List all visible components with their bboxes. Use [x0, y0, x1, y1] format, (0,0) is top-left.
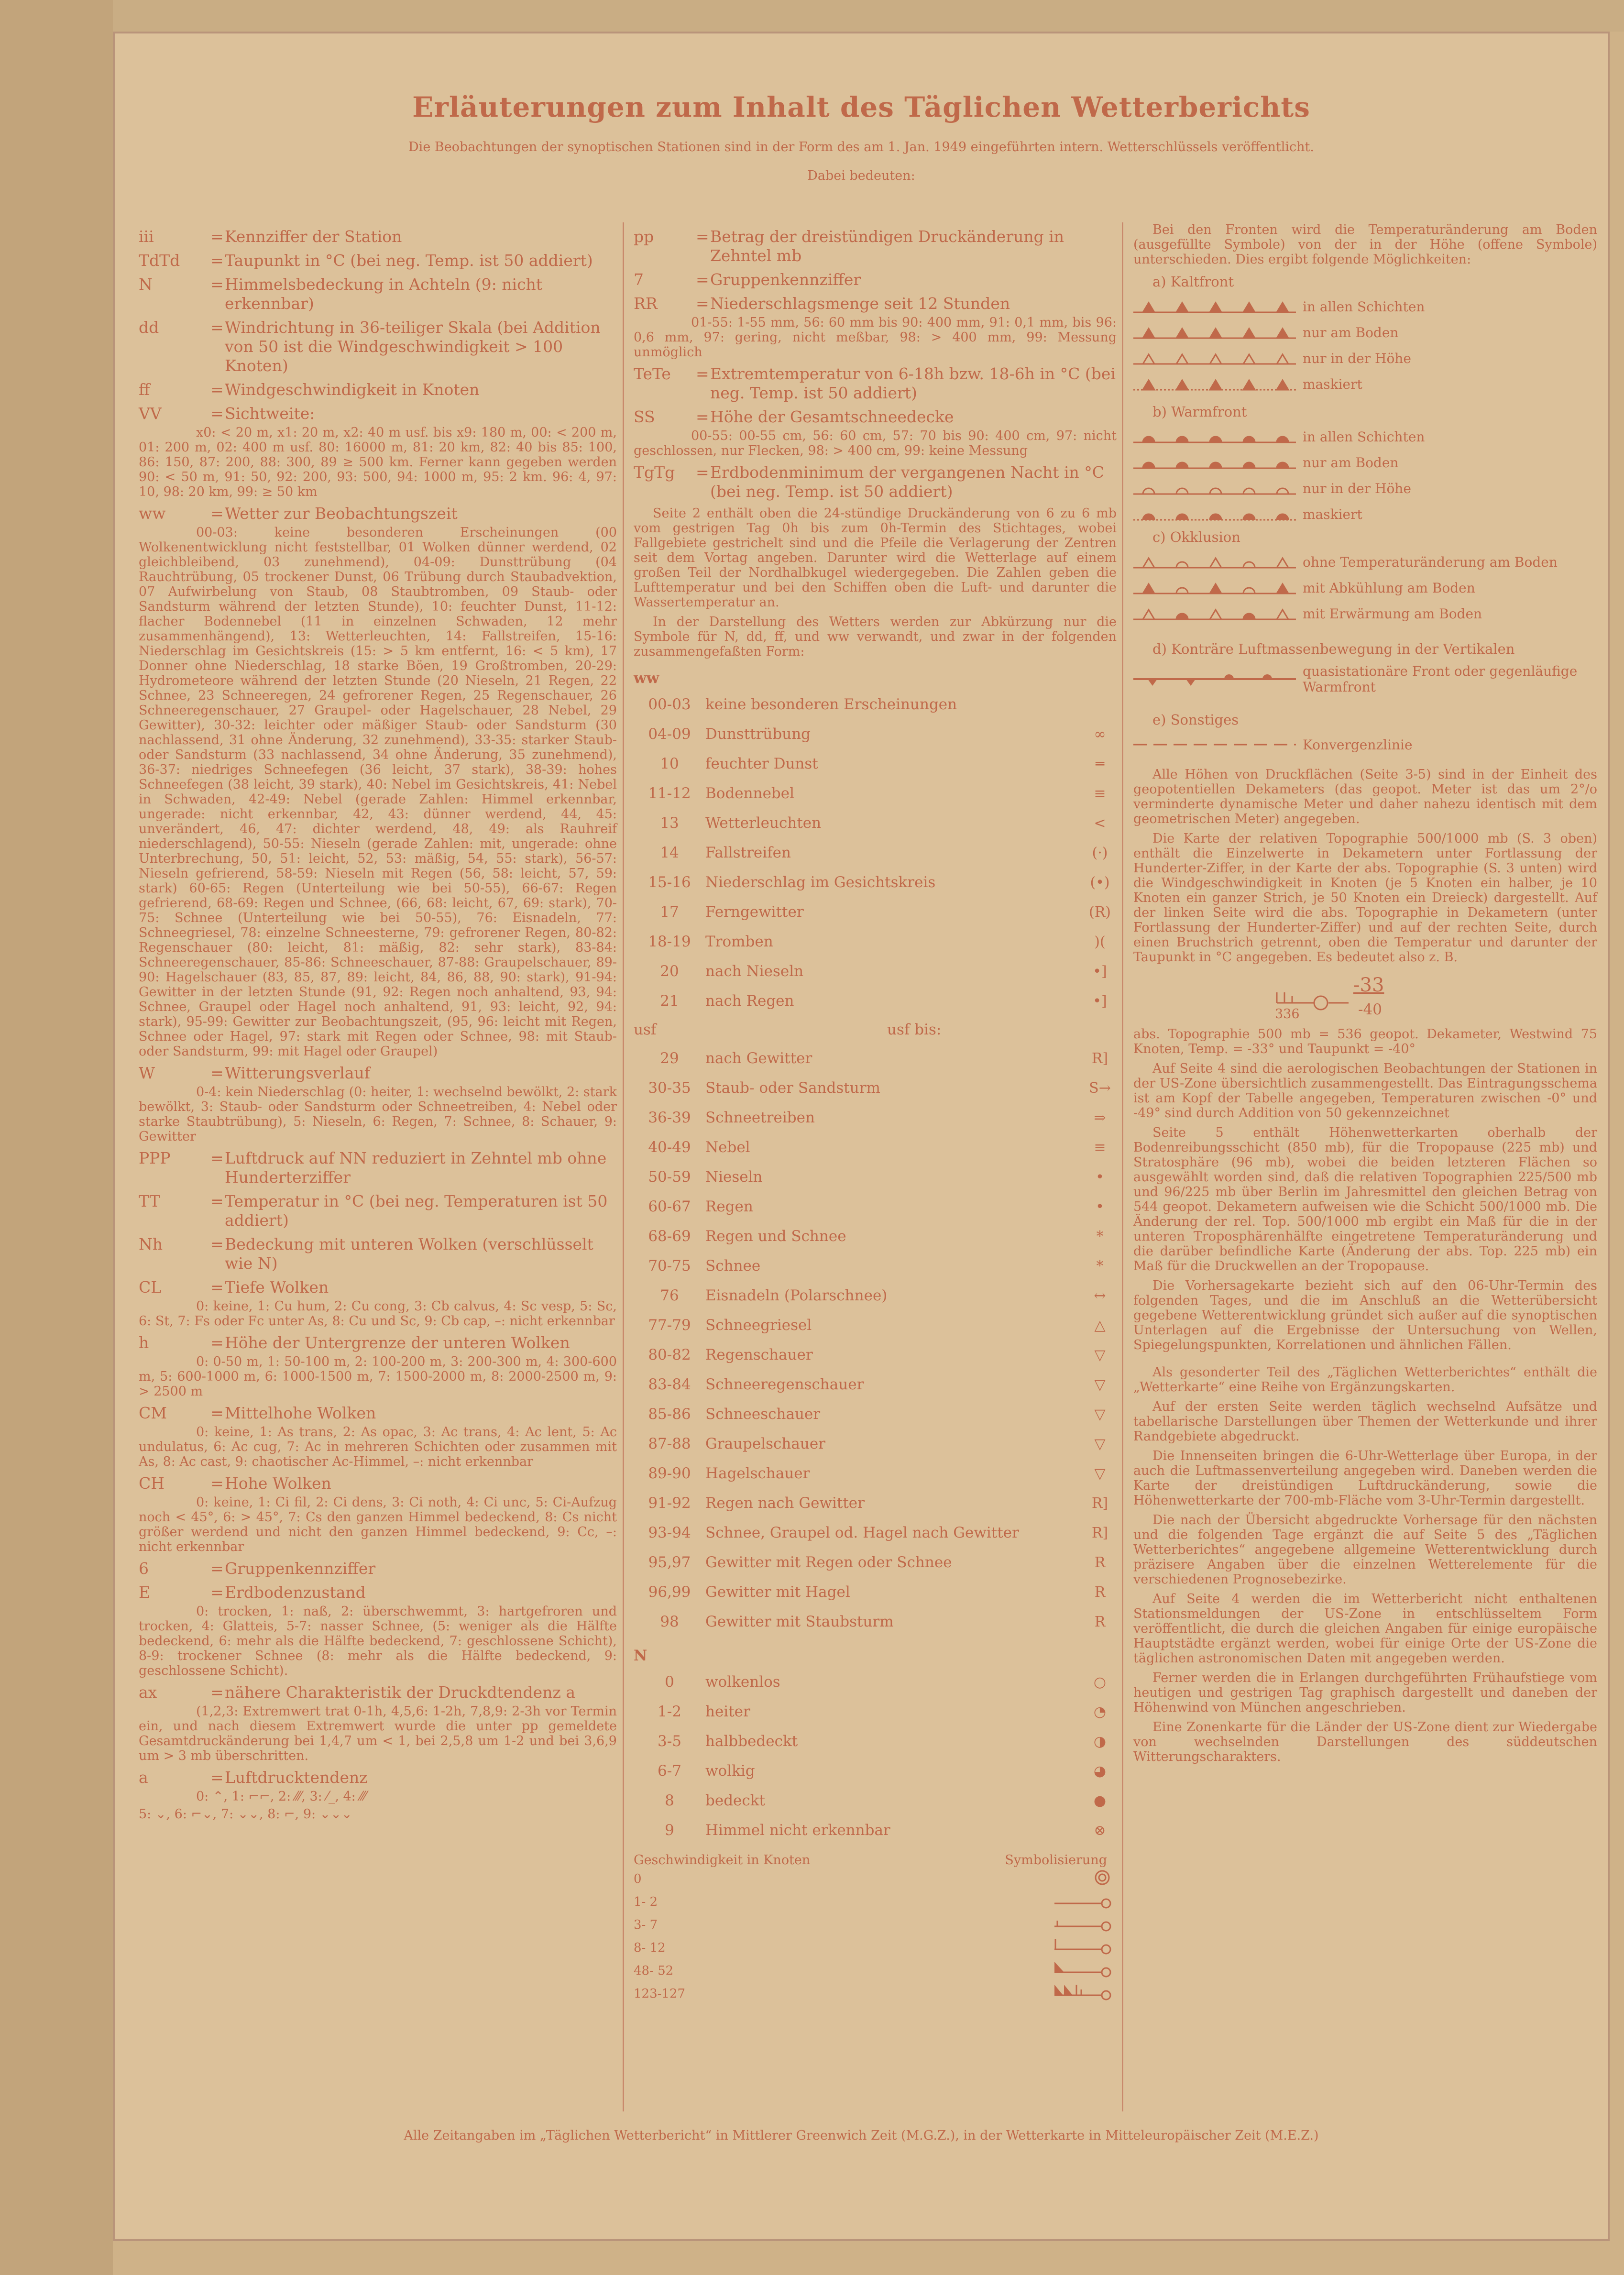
entry-a-detail-1: 0: ⌃, 1: ⌐⌐, 2: ⁄⁄⁄, 3: ⁄_, 4: ⁄⁄⁄	[196, 1789, 366, 1804]
symbol-code: 85-86	[648, 1406, 691, 1423]
symbol-row	[634, 956, 1117, 986]
symbol-row	[634, 1044, 1117, 1073]
wind-barb-icon	[1026, 1960, 1117, 1979]
symbol-row	[634, 1399, 1117, 1429]
relative-topographie-paragraph: Die Karte der relativen Topographie 500/1000 mb (S. 3 oben) enthält die Einzelwerte in Dekametern unter Fortlassung der Hunderter-Ziffer, in der Karte der abs. Topographie (S. 3 unten) wird die Windgeschwindigkeit in Knoten (je 5 Knoten ein halber, je 10 Knoten ein ganzer Strich, je 50 Knoten ein Dreieck) dargestellt. Auf der linken Seite wird die abs. Topographie in Dekametern (unter Fortlassung der Hunderter-Ziffer) und auf der rechten Seite, durch einen Bruchstrich getrennt, oben die Temperatur und darunter der Taupunkt in °C angegeben. Es bedeutet also z. B.	[1133, 831, 1597, 965]
symbol-code: 3-5	[658, 1733, 681, 1750]
front-label: nur am Boden	[1303, 324, 1399, 341]
entry-tgtg: TgTg = Erdbodenminimum der vergangenen Nacht in °C (bei neg. Temp. ist 50 addiert)	[634, 463, 1105, 501]
symbol-code: 77-79	[648, 1317, 691, 1334]
hoehen-paragraph: Alle Höhen von Druckflächen (Seite 3-5) sind in der Einheit des geopotentiellen Dekameters (das geopot. Meter ist das um 2°/o verminderte dynamische Meter und daher nahezu identisch mit dem geometrischen Meter) angegeben.	[1133, 767, 1597, 826]
symbol-row	[634, 927, 1117, 956]
wind-barb-icon	[1026, 1914, 1117, 1933]
front-label: mit Erwärmung am Boden	[1303, 605, 1482, 622]
symbol-code: 83-84	[648, 1376, 691, 1393]
symbol-row	[634, 1488, 1117, 1518]
weather-symbol-icon: ≡	[1094, 1139, 1106, 1156]
symbol-code: 11-12	[648, 785, 691, 802]
symbol-meaning: halbbedeckt	[705, 1733, 798, 1750]
weather-symbol-icon: *	[1096, 1257, 1104, 1275]
weather-symbol-icon: ∞	[1094, 725, 1106, 743]
quasistationary-front-icon	[1133, 670, 1296, 689]
symbol-meaning: Nebel	[705, 1139, 750, 1156]
weather-symbol-icon: •	[1096, 1198, 1104, 1215]
wind-speed: 1- 2	[634, 1895, 658, 1909]
warm-front-icon	[1133, 480, 1296, 497]
symbol-code: 60-67	[648, 1198, 691, 1215]
weather-symbol-icon: (•)	[1090, 874, 1110, 891]
symbol-code: 95,97	[648, 1554, 691, 1571]
symbol-row	[634, 1162, 1117, 1192]
symbol-row	[634, 1281, 1117, 1310]
entry-rr-detail: 01-55: 1-55 mm, 56: 60 mm bis 90: 400 mm, 91: 0,1 mm, bis 96: 0,6 mm, 97: gering, nicht meßbar, 98: > 400 mm, 99: Messung unmöglich	[634, 315, 1117, 360]
symbol-meaning: Gewitter mit Regen oder Schnee	[705, 1554, 952, 1571]
symbol-meaning: Schneegriesel	[705, 1317, 812, 1334]
symbol-code: 13	[660, 814, 679, 832]
entry-ss: SS = Höhe der Gesamtschneedecke	[634, 407, 954, 426]
occlusion-front-icon	[1133, 579, 1296, 596]
weather-symbol-icon: *	[1096, 1228, 1104, 1245]
entry-a-detail-2: 5: ⌄, 6: ⌐⌄, 7: ⌄⌄, 8: ⌐, 9: ⌄⌄⌄	[139, 1807, 352, 1822]
symbol-meaning: Ferngewitter	[705, 903, 804, 921]
wind-speed: 3- 7	[634, 1918, 658, 1932]
wind-row	[634, 1959, 1117, 1982]
symbol-code: 96,99	[648, 1583, 691, 1601]
symbol-meaning: Himmel nicht erkennbar	[705, 1822, 890, 1839]
weather-symbol-icon: ▽	[1094, 1435, 1106, 1452]
weather-symbol-icon: △	[1094, 1317, 1106, 1334]
symbol-code: 93-94	[648, 1524, 691, 1541]
front-label: nur am Boden	[1303, 454, 1399, 471]
stationsmeldungen-paragraph: Auf Seite 4 werden die im Wetterbericht nicht enthaltenen Stationsmeldungen der US-Zone in entschlüsseltem Form veröffentlicht, die durch die gleichen Angaben für einige europäische Hauptstädte ergänzt werden, wobei für einige Orte der US-Zone die täglichen astronomischen Daten mit angegeben werden.	[1133, 1592, 1597, 1666]
ww-symbol-table-2	[634, 1044, 1117, 1637]
front-label: ohne Temperaturänderung am Boden	[1303, 554, 1558, 570]
symbol-code: 10	[660, 755, 679, 772]
symbol-meaning: Bodennebel	[705, 785, 795, 802]
seite-5-paragraph: Seite 5 enthält Höhenwetterkarten oberhalb der Bodenreibungsschicht (850 mb), für die Tropopause (225 mb) und Stratosphäre (96 mb), wobei die beiden letzteren Flächen so ausgewählt worden sind, daß die relativen Topographien 225/500 mb und 96/225 mb über Berlin im Jahresmittel den gleichen Betrag von 544 geopot. Dekametern aufweisen wie die Schicht 500/1000 mb. Die Änderung der rel. Top. 500/1000 mb ergibt ein Maß für die in der unteren Troposphärenhälfte eingetretene Temperaturänderung und die darüber befindliche Karte (Änderung der abs. Top. 225 mb) ein Maß für die Druckwellen an der Tropopause.	[1133, 1125, 1597, 1274]
entry-tt: TT = Temperatur in °C (bei neg. Temperaturen ist 50 addiert)	[139, 1192, 608, 1230]
symbol-code: 21	[660, 992, 679, 1010]
symbol-row	[634, 1429, 1117, 1459]
front-label: nur in der Höhe	[1303, 480, 1411, 496]
convergence-line-icon	[1133, 740, 1296, 749]
wind-symbol-table	[634, 1868, 1117, 2005]
wind-row	[634, 1936, 1117, 1959]
symbol-code: 17	[660, 903, 679, 921]
symbol-meaning: Schnee	[705, 1257, 761, 1275]
symbol-meaning: Staub- oder Sandsturm	[705, 1079, 880, 1097]
front-row	[1133, 319, 1597, 345]
entry-6: 6 = Gruppenkennziffer	[139, 1559, 376, 1578]
weather-symbol-icon: ◔	[1093, 1703, 1107, 1720]
example-dewpoint: -40	[1358, 1001, 1382, 1018]
entry-ww: ww = Wetter zur Beobachtungszeit	[139, 504, 458, 523]
weather-symbol-icon: <	[1094, 814, 1106, 832]
page-title: Erläuterungen zum Inhalt des Täglichen Wetterberichts	[412, 91, 1310, 123]
erste-seite-paragraph: Auf der ersten Seite werden täglich wechselnd Aufsätze und tabellarische Darstellungen über Themen der Wetterkunde und ihrer Randgebiete abgedruckt.	[1133, 1399, 1597, 1444]
occlusion-front-icon	[1133, 553, 1296, 571]
symbol-meaning: Regen nach Gewitter	[705, 1495, 865, 1512]
symbol-row	[634, 779, 1117, 808]
symbol-row	[634, 1073, 1117, 1103]
symbol-row	[634, 1132, 1117, 1162]
symbol-meaning: Schneetreiben	[705, 1109, 815, 1126]
symbol-row	[634, 986, 1117, 1016]
entry-iii: iii = Kennziffer der Station	[139, 227, 402, 246]
symbol-row	[634, 1667, 1117, 1697]
vorhersagekarte-paragraph: Die Vorhersagekarte bezieht sich auf den 06-Uhr-Termin des folgenden Tages, und die im Anschluß an die Wetterübersicht gegebene Wetterentwicklung gründet sich außer auf die synoptischen Unterlagen auf die Ergebnisse der Untersuchung von Wellen, Spiegelungspunkten, Korrelationen und ähnlichen Fällen.	[1133, 1278, 1597, 1352]
symbol-meaning: Tromben	[705, 933, 773, 950]
symbol-code: 18-19	[648, 933, 691, 950]
entry-tete: TeTe = Extremtemperatur von 6-18h bzw. 18-6h in °C (bei neg. Temp. ist 50 addiert)	[634, 364, 1116, 402]
symbol-code: 91-92	[648, 1495, 691, 1512]
weather-symbol-icon: ↔	[1094, 1287, 1106, 1304]
wind-barb-icon	[1026, 1937, 1117, 1956]
weather-symbol-icon: ▽	[1094, 1465, 1106, 1482]
symbol-code: 50-59	[648, 1168, 691, 1186]
weather-symbol-icon: R]	[1091, 1050, 1108, 1067]
front-row	[1133, 294, 1597, 319]
symbol-meaning: heiter	[705, 1703, 750, 1720]
example-temp: -33	[1353, 974, 1384, 996]
front-label: in allen Schichten	[1303, 429, 1425, 445]
entry-h: h = Höhe der Untergrenze der unteren Wolken	[139, 1333, 570, 1352]
front-row-konvergenz: Konvergenzlinie	[1133, 732, 1597, 758]
column-1	[139, 222, 617, 1824]
seite-2-paragraph: Seite 2 enthält oben die 24-stündige Druckänderung von 6 zu 6 mb vom gestrigen Tag 0h bis zum 0h-Termin des Stichtages, wobei Fallgebiete gestrichelt sind und die Pfeile die Verlagerung der Zentren seit dem Vortag angeben. Darunter wird die Wetterlage auf einem großen Teil der Nordhalbkugel wiedergegeben. Die Zahlen geben die Lufttemperatur und bei den Schiffen oben die Luft- und darunter die Wassertemperatur an.	[634, 506, 1117, 610]
symbol-code: 00-03	[648, 696, 691, 713]
entry-7: 7 = Gruppenkennziffer	[634, 270, 861, 289]
symbol-row	[634, 749, 1117, 779]
symbol-row	[634, 1103, 1117, 1132]
weather-symbol-icon: •	[1096, 1168, 1104, 1186]
symbol-meaning: Dunsttrübung	[705, 725, 811, 743]
symbol-code: 15-16	[648, 874, 691, 891]
symbol-row	[634, 897, 1117, 927]
weather-symbol-icon	[1083, 690, 1117, 719]
symbol-code: 14	[660, 844, 679, 861]
weather-symbol-icon: ◕	[1093, 1762, 1107, 1780]
symbol-meaning: Regenschauer	[705, 1346, 813, 1363]
vorhersage-paragraph: Die nach der Übersicht abgedruckte Vorhersage für den nächsten und die folgenden Tage ergänzt die auf Seite 5 des „Täglichen Wetterberichtes“ angegebene allgemeine Wetterentwicklung durch präzisere Angaben über die einzelnen Wetterelemente für die verschiedenen Prognosebezirke.	[1133, 1513, 1597, 1587]
symbol-code: 89-90	[648, 1465, 691, 1482]
symbol-code: 80-82	[648, 1346, 691, 1363]
wind-barb-icon	[1026, 1868, 1117, 1887]
entry-w: W = Witterungsverlauf	[139, 1064, 370, 1082]
symbol-meaning: Schneeregenschauer	[705, 1376, 864, 1393]
symbol-code: 04-09	[648, 725, 691, 743]
innenseiten-paragraph: Die Innenseiten bringen die 6-Uhr-Wetterlage über Europa, in der auch die Luftmassenverteilung angegeben wird. Daneben werden die Karte der dreistündigen Luftdruckänderung, sowie die Höhenwetterkarte der 700-mb-Fläche vom 3-Uhr-Termin dargestellt.	[1133, 1449, 1597, 1508]
wind-speed: 48- 52	[634, 1964, 674, 1978]
symbol-meaning: keine besonderen Erscheinungen	[705, 696, 957, 713]
zonenkarte-paragraph: Eine Zonenkarte für die Länder der US-Zone dient zur Wiedergabe von wechselnden Darstellungen des süddeutschen Witterungscharakters.	[1133, 1720, 1597, 1764]
front-label: mit Abkühlung am Boden	[1303, 580, 1475, 596]
wind-barb-icon	[1026, 1891, 1117, 1910]
symbol-code: 36-39	[648, 1109, 691, 1126]
weather-symbol-icon: ▽	[1094, 1406, 1106, 1423]
entry-ww-detail: 00-03: keine besonderen Erscheinungen (00 Wolkenentwicklung nicht feststellbar, 01 Wolken dünner werdend, 02 gleichbleibend, 03 zunehmend), 04-09: Dunsttrübung (04 Rauchtrübung, 05 trockener Dunst, 06 Trübung durch Staubadvektion, 07 Aufwirbelung von Staub, 08 Staubtromben, 09 Staub- oder Sandsturm während der letzten Stunde), 10: feuchter Dunst, 11-12: flacher Bodennebel (11 in einzelnen Schwaden, 12 mehr zusammenhängend), 13: Wetterleuchten, 14: Fallstreifen, 15-16: Niederschlag im Gesichtskreis (15: > 5 km entfernt, 16: < 5 km), 17 Donner ohne Niederschlag, 18 starke Böen, 19 Großtromben, 20-29: Hydrometeore während der letzten Stunde (20 Nieseln, 21 Regen, 22 Schnee, 23 Schneeregen, 24 gefrorener Regen, 25 Regenschauer, 26 Schneeregenschauer, 27 Graupel- oder Hagelschauer, 28 Nebel, 29 Gewitter), 30-32: leichter oder mäßiger Staub- oder Sandsturm (30 nachlassend, 31 ohne Änderung, 32 zunehmend), 33-35: starker Staub- oder Sandsturm (33 nachlassend, 34 ohne Änderung, 35 zunehmend), 36-37: niedriges Schneefegen (36 leicht, 37 stark), 38-39: hohes Schneefegen (38 leicht, 39 stark), 40: Nebel im Gesichtskreis, 41: Nebel in Schwaden, 42-49: Nebel (gerade Zahlen: Himmel erkennbar, ungerade: nicht erkennbar, 42, 43: dünner werdend, 44, 45: unverändert, 46, 47: dichter werdend, 48, 49: als Rauhreif niederschlagend), 50-55: Nieseln (gerade Zahlen: mit, ungerade: ohne Unterbrechung, 50, 51: leicht, 52, 53: mäßig, 54, 55: stark), 56-57: Nieseln gefrierend, 58-59: Nieseln mit Regen (56, 58: leicht, 57, 59: stark) 60-65: Regen (Unterteilung wie bei 50-55), 66-67: Regen gefrierend, 68-69: Regen und Schnee, (66, 68: leicht, 67, 69: stark), 70-75: Schnee (Unterteilung wie bei 50-55), 76: Eisnadeln, 77: Schneegriesel, 78: einzelne Schneesterne, 79: gefrorener Regen, 80-82: Regenschauer (80: leicht, 81: mäßig, 82: sehr stark), 83-84: Schneeregenschauer, 85-86: Schneeschauer, 87-88: Graupelschauer, 89-90: Hagelschauer (83, 85, 87, 89: leicht, 84, 86, 88, 90: stark), 91-94: Gewitter in der letzten Stunde (91, 92: Regen noch anhaltend, 93, 94: Schnee, Graupel oder Hagel noch anhaltend, 91, 93: leicht, 92, 94: stark), 95-99: Gewitter zur Beobachtungszeit, (95, 96: leicht mit Regen, Schnee oder Hagel, 97: stark mit Regen oder Schnee, 98: mit Staub- oder Sandsturm, 99: mit Hagel oder Graupel)	[139, 525, 617, 1059]
cold-front-icon	[1133, 324, 1296, 341]
symbol-code: 6-7	[658, 1762, 681, 1780]
front-row	[1133, 601, 1597, 626]
symbol-code: 76	[660, 1287, 679, 1304]
abs-topographie-paragraph: abs. Topographie 500 mb = 536 geopot. Dekameter, Westwind 75 Knoten, Temp. = -33° und Taupunkt = -40°	[1133, 1027, 1597, 1056]
symbol-code: 9	[665, 1822, 674, 1839]
symbol-code: 40-49	[648, 1139, 691, 1156]
column-rule-1	[623, 222, 624, 2111]
symbol-meaning: Niederschlag im Gesichtskreis	[705, 874, 936, 891]
weather-symbol-icon: ▽	[1094, 1346, 1106, 1363]
symbol-meaning: Wetterleuchten	[705, 814, 822, 832]
n-table-heading: N	[634, 1647, 647, 1664]
symbol-meaning: Schneeschauer	[705, 1406, 821, 1423]
symbol-code: 70-75	[648, 1257, 691, 1275]
symbol-meaning: feuchter Dunst	[705, 755, 818, 772]
weather-symbol-icon: (R)	[1089, 903, 1111, 921]
symbol-meaning: nach Regen	[705, 992, 794, 1010]
wetterkarte-paragraph: Als gesonderter Teil des „Täglichen Wetterberichtes“ enthält die „Wetterkarte“ eine Reihe von Ergänzungskarten.	[1133, 1365, 1597, 1395]
weather-symbol-icon: ○	[1093, 1673, 1107, 1691]
entry-ppp: PPP = Luftdruck auf NN reduziert in Zehntel mb ohne Hunderterziffer	[139, 1149, 607, 1187]
page-gutter	[0, 0, 113, 2275]
document-sheet	[113, 32, 1610, 2241]
symbol-row	[634, 1310, 1117, 1340]
front-row	[1133, 549, 1597, 575]
symbol-meaning: wolkenlos	[705, 1673, 780, 1691]
symbol-row	[634, 1518, 1117, 1548]
symbol-meaning: nach Gewitter	[705, 1050, 812, 1067]
symbol-row	[634, 808, 1117, 838]
symbol-meaning: Regen	[705, 1198, 753, 1215]
symbol-row	[634, 719, 1117, 749]
station-plot-example	[1133, 969, 1597, 1027]
entry-tdtd: TdTd = Taupunkt in °C (bei neg. Temp. ist 50 addiert)	[139, 251, 593, 270]
footer-note: Alle Zeitangaben im „Täglichen Wetterbericht“ in Mittlerer Greenwich Zeit (M.G.Z.), in der Wetterkarte in Mitteleuropäischer Zeit (M.E.Z.)	[404, 2128, 1319, 2143]
symbol-row	[634, 1786, 1117, 1815]
entry-nh: Nh = Bedeckung mit unteren Wolken (verschlüsselt wie N)	[139, 1235, 593, 1273]
symbol-meaning: Hagelschauer	[705, 1465, 810, 1482]
seite-4-paragraph: Auf Seite 4 sind die aerologischen Beobachtungen der Stationen in der US-Zone übersichtlich zusammengestellt. Das Eintragungsschema ist am Kopf der Tabelle angegeben, Temperaturen zwischen -0° und -49° sind durch Addition von 50 gekennzeichnet	[1133, 1061, 1597, 1121]
wind-table-header: Geschwindigkeit in Knoten Symbolisierung	[634, 1853, 1107, 1868]
front-label: maskiert	[1303, 506, 1362, 522]
weather-symbol-icon: •]	[1093, 963, 1107, 980]
example-height: 336	[1275, 1007, 1300, 1022]
symbol-row	[634, 1251, 1117, 1281]
ww-symbol-table	[634, 690, 1117, 1016]
symbol-row	[634, 1370, 1117, 1399]
symbol-meaning: Graupelschauer	[705, 1435, 825, 1452]
wind-row	[634, 1913, 1117, 1936]
weather-symbol-icon: ═	[1095, 755, 1105, 772]
weather-symbol-icon: R	[1094, 1583, 1106, 1601]
symbol-row	[634, 1577, 1117, 1607]
weather-symbol-icon: R]	[1091, 1495, 1108, 1512]
symbol-code: 87-88	[648, 1435, 691, 1452]
symbol-row	[634, 1221, 1117, 1251]
weather-symbol-icon: R	[1094, 1554, 1106, 1571]
front-row-quasistationaer: quasistationäre Front oder gegenläufige Warmfront	[1133, 661, 1597, 697]
column-rule-2	[1122, 222, 1123, 2111]
kontraere-heading: d) Konträre Luftmassenbewegung in der Vertikalen	[1152, 641, 1515, 657]
wind-row	[634, 1868, 1117, 1890]
front-row	[1133, 501, 1597, 527]
weather-symbol-icon: ◑	[1093, 1733, 1107, 1750]
symbol-meaning: Schnee, Graupel od. Hagel nach Gewitter	[705, 1524, 1019, 1541]
symbol-row	[634, 690, 1117, 719]
entry-ax-detail: (1,2,3: Extremwert trat 0-1h, 4,5,6: 1-2h, 7,8,9: 2-3h vor Termin ein, und nach diesem Extremwert wurde die unter pp gemeldete Gesamtdruckänderung bei 1,4,7 um < 1, bei 2,5,8 um 1-2 und bei 3,6,9 um > 3 mb überschritten.	[139, 1704, 617, 1763]
warm-front-icon	[1133, 506, 1296, 523]
weather-symbol-icon: R	[1094, 1613, 1106, 1630]
entry-w-detail: 0-4: kein Niederschlag (0: heiter, 1: wechselnd bewölkt, 2: stark bewölkt, 3: Staub- oder Sandsturm oder Schneetreiben, 4: Nebel oder starke Staubtrübung), 5: Nieseln, 6: Regen, 7: Schnee, 8: Schauer, 9: Gewitter	[139, 1085, 617, 1144]
front-label: in allen Schichten	[1303, 298, 1425, 315]
symbol-code: 68-69	[648, 1228, 691, 1245]
entry-e: E = Erdbodenzustand	[139, 1583, 366, 1602]
symbol-row	[634, 1726, 1117, 1756]
front-row	[1133, 575, 1597, 601]
entry-n: N = Himmelsbedeckung in Achteln (9: nicht erkennbar)	[139, 275, 543, 313]
wind-barb-icon	[1026, 1983, 1117, 2002]
symbol-row	[634, 1815, 1117, 1845]
weather-symbol-icon: ▽	[1094, 1376, 1106, 1393]
entry-ch-detail: 0: keine, 1: Ci fil, 2: Ci dens, 3: Ci noth, 4: Ci unc, 5: Ci-Aufzug noch < 45°, 6: > 45°, 7: Cs den ganzen Himmel bedeckend, 8: Cs nicht größer werdend und nicht den ganzen Himmel bedeckend, 9: Cc, –: nicht erkennbar	[139, 1495, 617, 1554]
column-3	[1133, 222, 1597, 1769]
front-row	[1133, 475, 1597, 501]
warmfront-heading: b) Warmfront	[1152, 404, 1247, 420]
symbol-meaning: Fallstreifen	[705, 844, 791, 861]
symbol-meaning: Regen und Schnee	[705, 1228, 846, 1245]
wind-speed: 0	[634, 1872, 642, 1886]
entry-rr: RR = Niederschlagsmenge seit 12 Stunden	[634, 294, 1010, 313]
symbol-code: 20	[660, 963, 679, 980]
entry-dd: dd = Windrichtung in 36-teiliger Skala (bei Addition von 50 ist die Windgeschwindigkeit > 100 Knoten)	[139, 318, 601, 375]
weather-symbol-icon: R]	[1091, 1524, 1108, 1541]
entry-e-detail: 0: trocken, 1: naß, 2: überschwemmt, 3: hartgefroren und trocken, 4: Glatteis, 5-7: nasser Schnee, (5: weniger als die Hälfte bedeckend, 6: mehr als die Hälfte bedeckend, 7: geschlossene Schicht), 8-9: trockener Schnee (8: mehr als die Hälfte bedeckend, 9: geschlossene Schicht).	[139, 1604, 617, 1678]
symbol-meaning: nach Nieseln	[705, 963, 804, 980]
cold-front-icon	[1133, 298, 1296, 315]
okklusion-heading: c) Okklusion	[1152, 529, 1240, 545]
ww-table-heading: ww	[634, 670, 659, 687]
symbol-row	[634, 1192, 1117, 1221]
weather-symbol-icon: S→	[1089, 1079, 1111, 1097]
cold-front-icon	[1133, 375, 1296, 393]
symbol-row	[634, 868, 1117, 897]
weather-symbol-icon: ≡	[1094, 785, 1106, 802]
symbol-row	[634, 838, 1117, 868]
symbol-meaning: wolkig	[705, 1762, 755, 1780]
usf-row: usf usf bis:	[634, 1021, 942, 1038]
fruehaufstiege-paragraph: Ferner werden die in Erlangen durchgeführten Frühaufstiege vom heutigen und gestrigen Tag graphisch dargestellt und daneben der Höhenwind von München angeschrieben.	[1133, 1671, 1597, 1715]
entry-a: a = Luftdrucktendenz	[139, 1768, 368, 1787]
cold-front-icon	[1133, 350, 1296, 367]
symbol-code: 29	[660, 1050, 679, 1067]
symbol-code: 98	[660, 1613, 679, 1630]
symbol-code: 0	[665, 1673, 674, 1691]
kaltfront-heading: a) Kaltfront	[1152, 274, 1234, 290]
wind-row	[634, 1890, 1117, 1913]
wind-row	[634, 1982, 1117, 2005]
front-row	[1133, 424, 1597, 450]
symbol-meaning: Gewitter mit Staubsturm	[705, 1613, 894, 1630]
symbol-code: 1-2	[658, 1703, 681, 1720]
symbol-meaning: Gewitter mit Hagel	[705, 1583, 850, 1601]
front-row	[1133, 450, 1597, 475]
symbol-code: 8	[665, 1792, 674, 1809]
page-subtitle-2: Dabei bedeuten:	[807, 168, 915, 183]
weather-symbol-icon: ⇒	[1094, 1109, 1106, 1126]
symbol-row	[634, 1340, 1117, 1370]
entry-h-detail: 0: 0-50 m, 1: 50-100 m, 2: 100-200 m, 3: 200-300 m, 4: 300-600 m, 5: 600-1000 m, 6: 1000-1500 m, 7: 1500-2000 m, 8: 2000-2500 m, 9: > 2500 m	[139, 1354, 617, 1399]
weather-symbol-icon: (·)	[1092, 844, 1108, 861]
symbol-meaning: Eisnadeln (Polarschnee)	[705, 1287, 888, 1304]
symbol-row	[634, 1756, 1117, 1786]
entry-ax: ax = nähere Charakteristik der Druckdtendenz a	[139, 1683, 575, 1702]
page-top-edge	[113, 0, 1624, 32]
weather-symbol-icon: ⊗	[1094, 1822, 1106, 1839]
entry-vv: VV = Sichtweite:	[139, 404, 315, 423]
warm-front-icon	[1133, 454, 1296, 471]
front-row	[1133, 345, 1597, 371]
n-symbol-table	[634, 1667, 1117, 1845]
entry-cm: CM = Mittelhohe Wolken	[139, 1404, 376, 1422]
symbol-code: 30-35	[648, 1079, 691, 1097]
symbol-meaning: bedeckt	[705, 1792, 765, 1809]
entry-ch: CH = Hohe Wolken	[139, 1474, 331, 1493]
weather-symbol-icon: •]	[1093, 992, 1107, 1010]
entry-cl-detail: 0: keine, 1: Cu hum, 2: Cu cong, 3: Cb calvus, 4: Sc vesp, 5: Sc, 6: St, 7: Fs oder Fc unter As, 8: Cu und Sc, 9: Cb cap, –: nicht erkennbar	[139, 1299, 617, 1329]
entry-cl: CL = Tiefe Wolken	[139, 1278, 329, 1297]
wind-speed: 123-127	[634, 1987, 686, 2001]
page-subtitle: Die Beobachtungen der synoptischen Stationen sind in der Form des am 1. Jan. 1949 eingeführten intern. Wetterschlüssels veröffentlicht.	[408, 140, 1314, 154]
symbol-meaning: Nieseln	[705, 1168, 763, 1186]
entry-vv-detail: x0: < 20 m, x1: 20 m, x2: 40 m usf. bis x9: 180 m, 00: < 200 m, 01: 200 m, 02: 400 m usf. 80: 16000 m, 81: 20 km, 82: 40 bis 85: 100, 86: 150, 87: 200, 88: 300, 89 ≥ 500 km. Ferner kann gegeben werden 90: < 50 m, 91: 50, 92: 200, 93: 500, 94: 1000 m, 95: 2 km. 96: 4, 97: 10, 98: 20 km, 99: ≥ 50 km	[139, 425, 617, 499]
occlusion-front-icon	[1133, 605, 1296, 622]
front-label: maskiert	[1303, 376, 1362, 392]
weather-symbol-icon: )(	[1094, 933, 1106, 950]
front-label: nur in der Höhe	[1303, 350, 1411, 366]
front-row	[1133, 371, 1597, 397]
wind-speed: 8- 12	[634, 1941, 666, 1955]
symbol-row	[634, 1548, 1117, 1577]
entry-pp: pp = Betrag der dreistündigen Druckänderung in Zehntel mb	[634, 227, 1064, 265]
symbol-row	[634, 1697, 1117, 1726]
fronten-intro: Bei den Fronten wird die Temperaturänderung am Boden (ausgefüllte Symbole) von der in der Höhe (offene Symbole) unterschieden. Dies ergibt folgende Möglichkeiten:	[1133, 222, 1597, 267]
entry-ss-detail: 00-55: 00-55 cm, 56: 60 cm, 57: 70 bis 90: 400 cm, 97: nicht geschlossen, nur Flecken, 98: > 400 cm, 99: keine Messung	[634, 429, 1117, 458]
warm-front-icon	[1133, 428, 1296, 445]
symbol-row	[634, 1459, 1117, 1488]
symbol-row	[634, 1607, 1117, 1637]
column-2	[634, 222, 1117, 2005]
weather-symbol-icon: ●	[1093, 1792, 1107, 1809]
entry-cm-detail: 0: keine, 1: As trans, 2: As opac, 3: Ac trans, 4: Ac lent, 5: Ac undulatus, 6: Ac cug, 7: Ac in mehreren Schichten oder zusammen mit As, 8: Ac cast, 9: chaotischer Ac-Himmel, –: nicht erkennbar	[139, 1425, 617, 1469]
sonstiges-heading: e) Sonstiges	[1152, 712, 1239, 728]
darstellung-paragraph: In der Darstellung des Wetters werden zur Abkürzung nur die Symbole für N, dd, ff, und ww verwandt, und zwar in der folgenden zusammengefaßten Form:	[634, 615, 1117, 659]
entry-ff: ff = Windgeschwindigkeit in Knoten	[139, 380, 480, 399]
